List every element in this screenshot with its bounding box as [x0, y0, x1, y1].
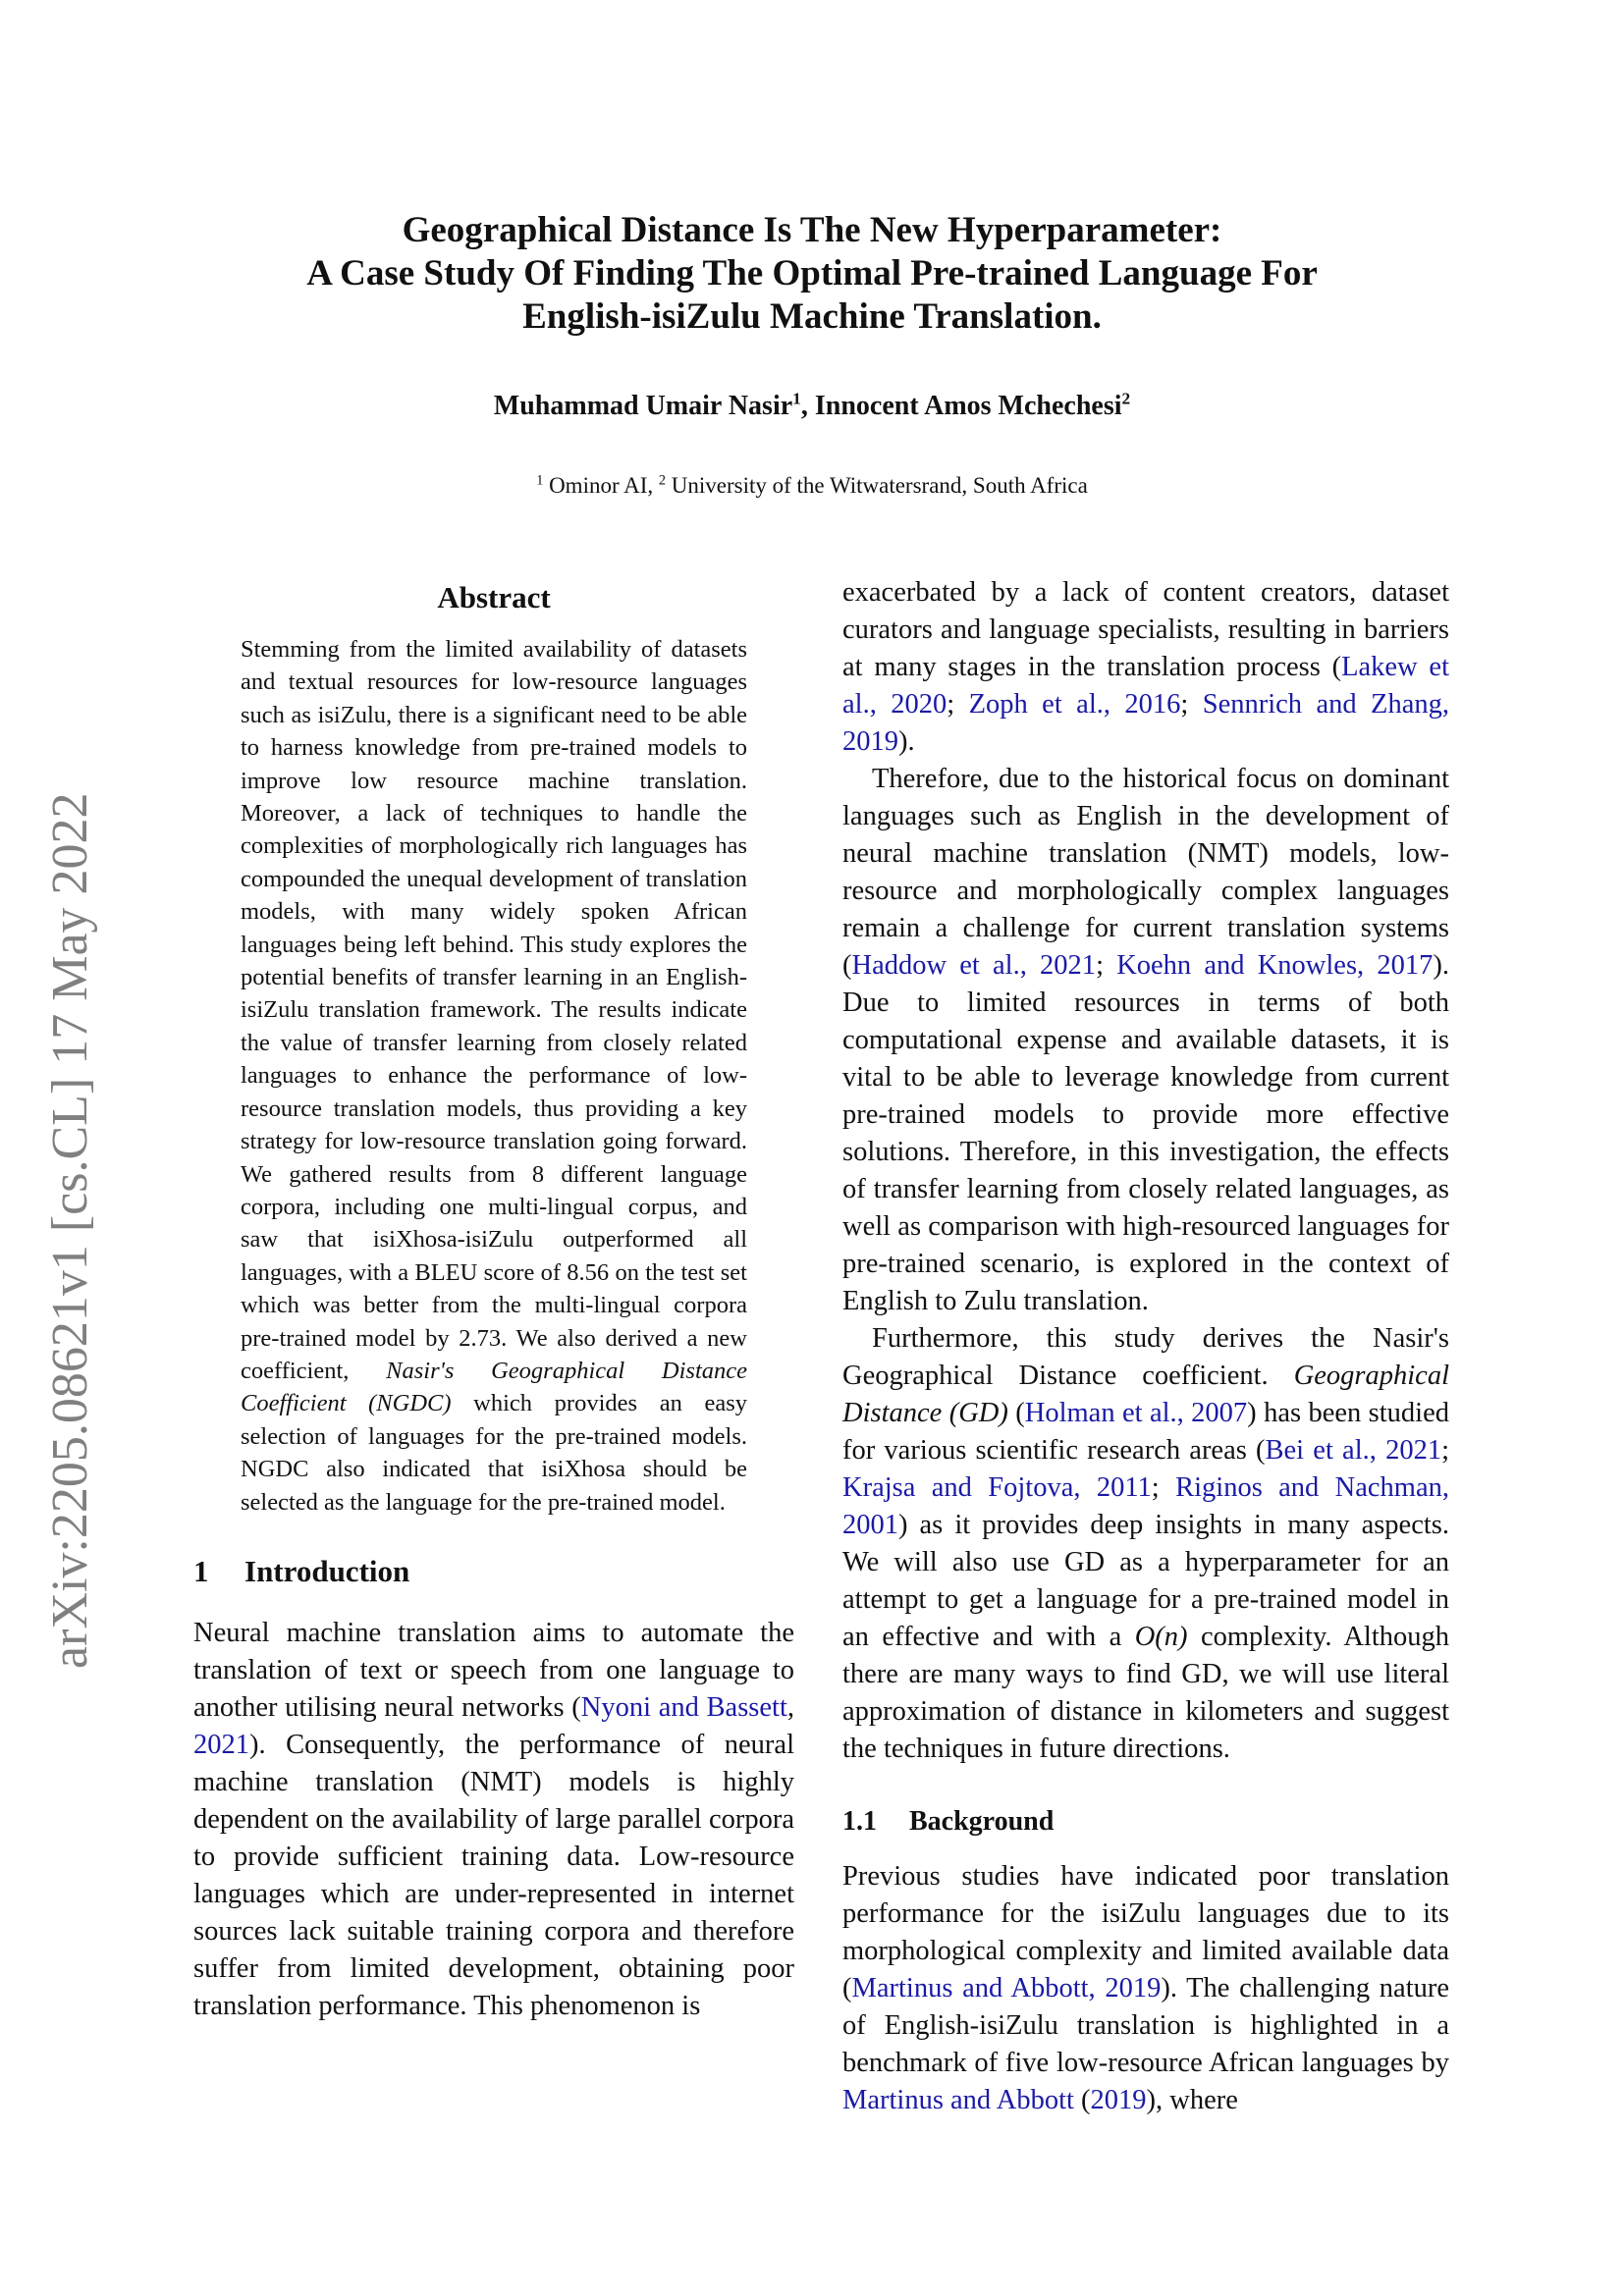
- paragraph-text: ) as it provides deep insights in many aspects. We will also use GD as a hyperparameter for an attempt to get a language for a pre-trained model in an effective and with a: [842, 1510, 1449, 1652]
- abstract-heading: Abstract: [437, 580, 551, 614]
- paragraph-text: complexity. Although there are many ways to find GD, we will use literal approximation of distance in kilometers and suggest the techniques in future directions.: [842, 1622, 1449, 1764]
- term-emphasis: Geographical Distance (GD): [842, 1361, 1449, 1428]
- paragraph-text: Neural machine translation aims to automate the translation of text or speech from one language to another utilising neural networks (: [193, 1617, 794, 1723]
- arxiv-identifier-stamp: arXiv:2205.08621v1 [cs.CL] 17 May 2022: [42, 792, 98, 1669]
- citation-separator: ;: [1180, 689, 1203, 720]
- subsection-title: Background: [909, 1806, 1055, 1837]
- citation-link[interactable]: Lakew et al., 2020: [842, 652, 1449, 720]
- subsection-heading-background: [842, 1803, 1449, 1841]
- citation-link[interactable]: Martinus and Abbott: [842, 2085, 1074, 2115]
- body-paragraph: [193, 1615, 794, 2025]
- citation-link[interactable]: Martinus and Abbott, 2019: [851, 1973, 1162, 2003]
- citation-link[interactable]: Koehn and Knowles, 2017: [1116, 950, 1434, 981]
- abstract-emphasis: Nasir's Geographical Distance Coefficient (NGDC): [241, 1357, 747, 1417]
- title-line-3: English-isiZulu Machine Translation.: [522, 296, 1102, 337]
- citation-link[interactable]: Riginos and Nachman, 2001: [842, 1472, 1449, 1540]
- paragraph-text: (: [1073, 2085, 1091, 2115]
- paragraph-text: Previous studies have indicated poor translation performance for the isiZulu languages due to its morphological complexity and limited available data (: [842, 1861, 1449, 2003]
- paragraph-text: (: [1007, 1398, 1025, 1428]
- abstract-text-part: Stemming from the limited availability of datasets and textual resources for low-resource languages such as isiZulu, there is a significant need to be able to harness knowledge from pre-trained models to improve low resource machine translation. Moreover, a lack of techniques to handle the complexities of morphologically rich languages has compounded the unequal development of translation models, with many widely spoken African languages being left behind. This study explores the potential benefits of transfer learning in an English-isiZulu translation framework. The results indicate the value of transfer learning from closely related languages to enhance the performance of low-resource translation models, thus providing a key strategy for low-resource translation going forward. We gathered results from 8 different language corpora, including one multi-lingual corpus, and saw that isiXhosa-isiZulu outperformed all languages, with a BLEU score of 8.56 on the test set which was better from the multi-lingual corpora pre-trained model by 2.73. We also derived a new coefficient,: [241, 636, 747, 1384]
- paragraph-text: Therefore, due to the historical focus on dominant languages such as English in the development of neural machine translation (NMT) models, low-resource and morphologically complex languages remain a challenge for current translation systems (: [842, 764, 1449, 981]
- author-affiliation-mark: 1: [792, 389, 801, 408]
- paragraph-text: Furthermore, this study derives the Nasir's Geographical Distance coefficient.: [842, 1323, 1449, 1391]
- citation-link[interactable]: 2021: [193, 1729, 249, 1760]
- citation-link[interactable]: Sennrich and Zhang, 2019: [842, 689, 1449, 757]
- paragraph-text: ). Due to limited resources in terms of both computational expense and available datasets, it is vital to be able to leverage knowledge from current pre-trained models to provide more effective solutions. Therefore, in this investigation, the effects of transfer learning from closely related languages, as well as comparison with high-resourced languages for pre-trained scenario, is explored in the context of English to Zulu translation.: [842, 950, 1449, 1316]
- paragraph-text: exacerbated by a lack of content creators, dataset curators and language specialists, resulting in barriers at many stages in the translation process (: [842, 577, 1449, 682]
- right-column: [842, 574, 1449, 2119]
- paper-title: [0, 209, 1624, 339]
- citation-link[interactable]: Haddow et al., 2021: [851, 950, 1097, 981]
- section-heading-introduction: [193, 1552, 794, 1591]
- affiliation-org: Ominor AI,: [543, 473, 659, 498]
- citation-separator: ;: [1151, 1472, 1176, 1503]
- author-list: [0, 390, 1624, 423]
- author-name: Innocent Amos Mchechesi: [814, 391, 1122, 421]
- paragraph-text: ), where: [1146, 2085, 1238, 2115]
- section-number: 1: [193, 1553, 209, 1588]
- paragraph-text: ).: [898, 726, 915, 757]
- left-column: [193, 574, 794, 2025]
- affiliation-mark: 1: [536, 472, 544, 489]
- section-title: Introduction: [244, 1553, 410, 1588]
- body-paragraph: [842, 574, 1449, 761]
- body-paragraph: [842, 1320, 1449, 1768]
- subsection-number: 1.1: [842, 1806, 877, 1837]
- citation-separator: ;: [947, 689, 969, 720]
- title-line-1: Geographical Distance Is The New Hyperparameter:: [402, 210, 1222, 250]
- body-paragraph: [842, 1858, 1449, 2119]
- affiliations: [0, 472, 1624, 500]
- title-line-2: A Case Study Of Finding The Optimal Pre-trained Language For: [306, 253, 1318, 294]
- citation-separator: ;: [1096, 950, 1117, 981]
- citation-separator: ;: [1441, 1435, 1449, 1466]
- citation-link[interactable]: Bei et al., 2021: [1265, 1435, 1442, 1466]
- author-affiliation-mark: 2: [1121, 389, 1131, 408]
- math-expression: O(n): [1134, 1622, 1188, 1652]
- author-name: Muhammad Umair Nasir: [493, 391, 793, 421]
- abstract-text-part: which provides an easy selection of languages for the pre-trained models. NGDC also indicated that isiXhosa should be selected as the language for the pre-trained model.: [241, 1390, 747, 1516]
- paragraph-text: ). Consequently, the performance of neural machine translation (NMT) models is highly dependent on the availability of large parallel corpora to provide sufficient training data. Low-resource languages which are under-represented in internet sources lack suitable training corpora and therefore suffer from limited development, obtaining poor translation performance. This phenomenon is: [193, 1729, 794, 2021]
- paragraph-text: ). The challenging nature of English-isiZulu translation is highlighted in a benchmark of five low-resource African languages by: [842, 1973, 1450, 2078]
- citation-link[interactable]: Krajsa and Fojtova, 2011: [842, 1472, 1152, 1503]
- citation-separator: ,: [786, 1691, 794, 1723]
- body-paragraph: [842, 761, 1449, 1320]
- author-separator: ,: [800, 391, 815, 421]
- affiliation-org: University of the Witwatersrand, South Africa: [666, 473, 1088, 498]
- citation-link[interactable]: 2019: [1090, 2085, 1147, 2115]
- abstract-text: [241, 633, 747, 1519]
- affiliation-mark: 2: [658, 472, 666, 489]
- citation-link[interactable]: Nyoni and Bassett: [580, 1691, 787, 1723]
- citation-link[interactable]: Holman et al., 2007: [1024, 1398, 1248, 1428]
- paragraph-text: ) has been studied for various scientific research areas (: [842, 1398, 1449, 1466]
- citation-link[interactable]: Zoph et al., 2016: [968, 689, 1181, 720]
